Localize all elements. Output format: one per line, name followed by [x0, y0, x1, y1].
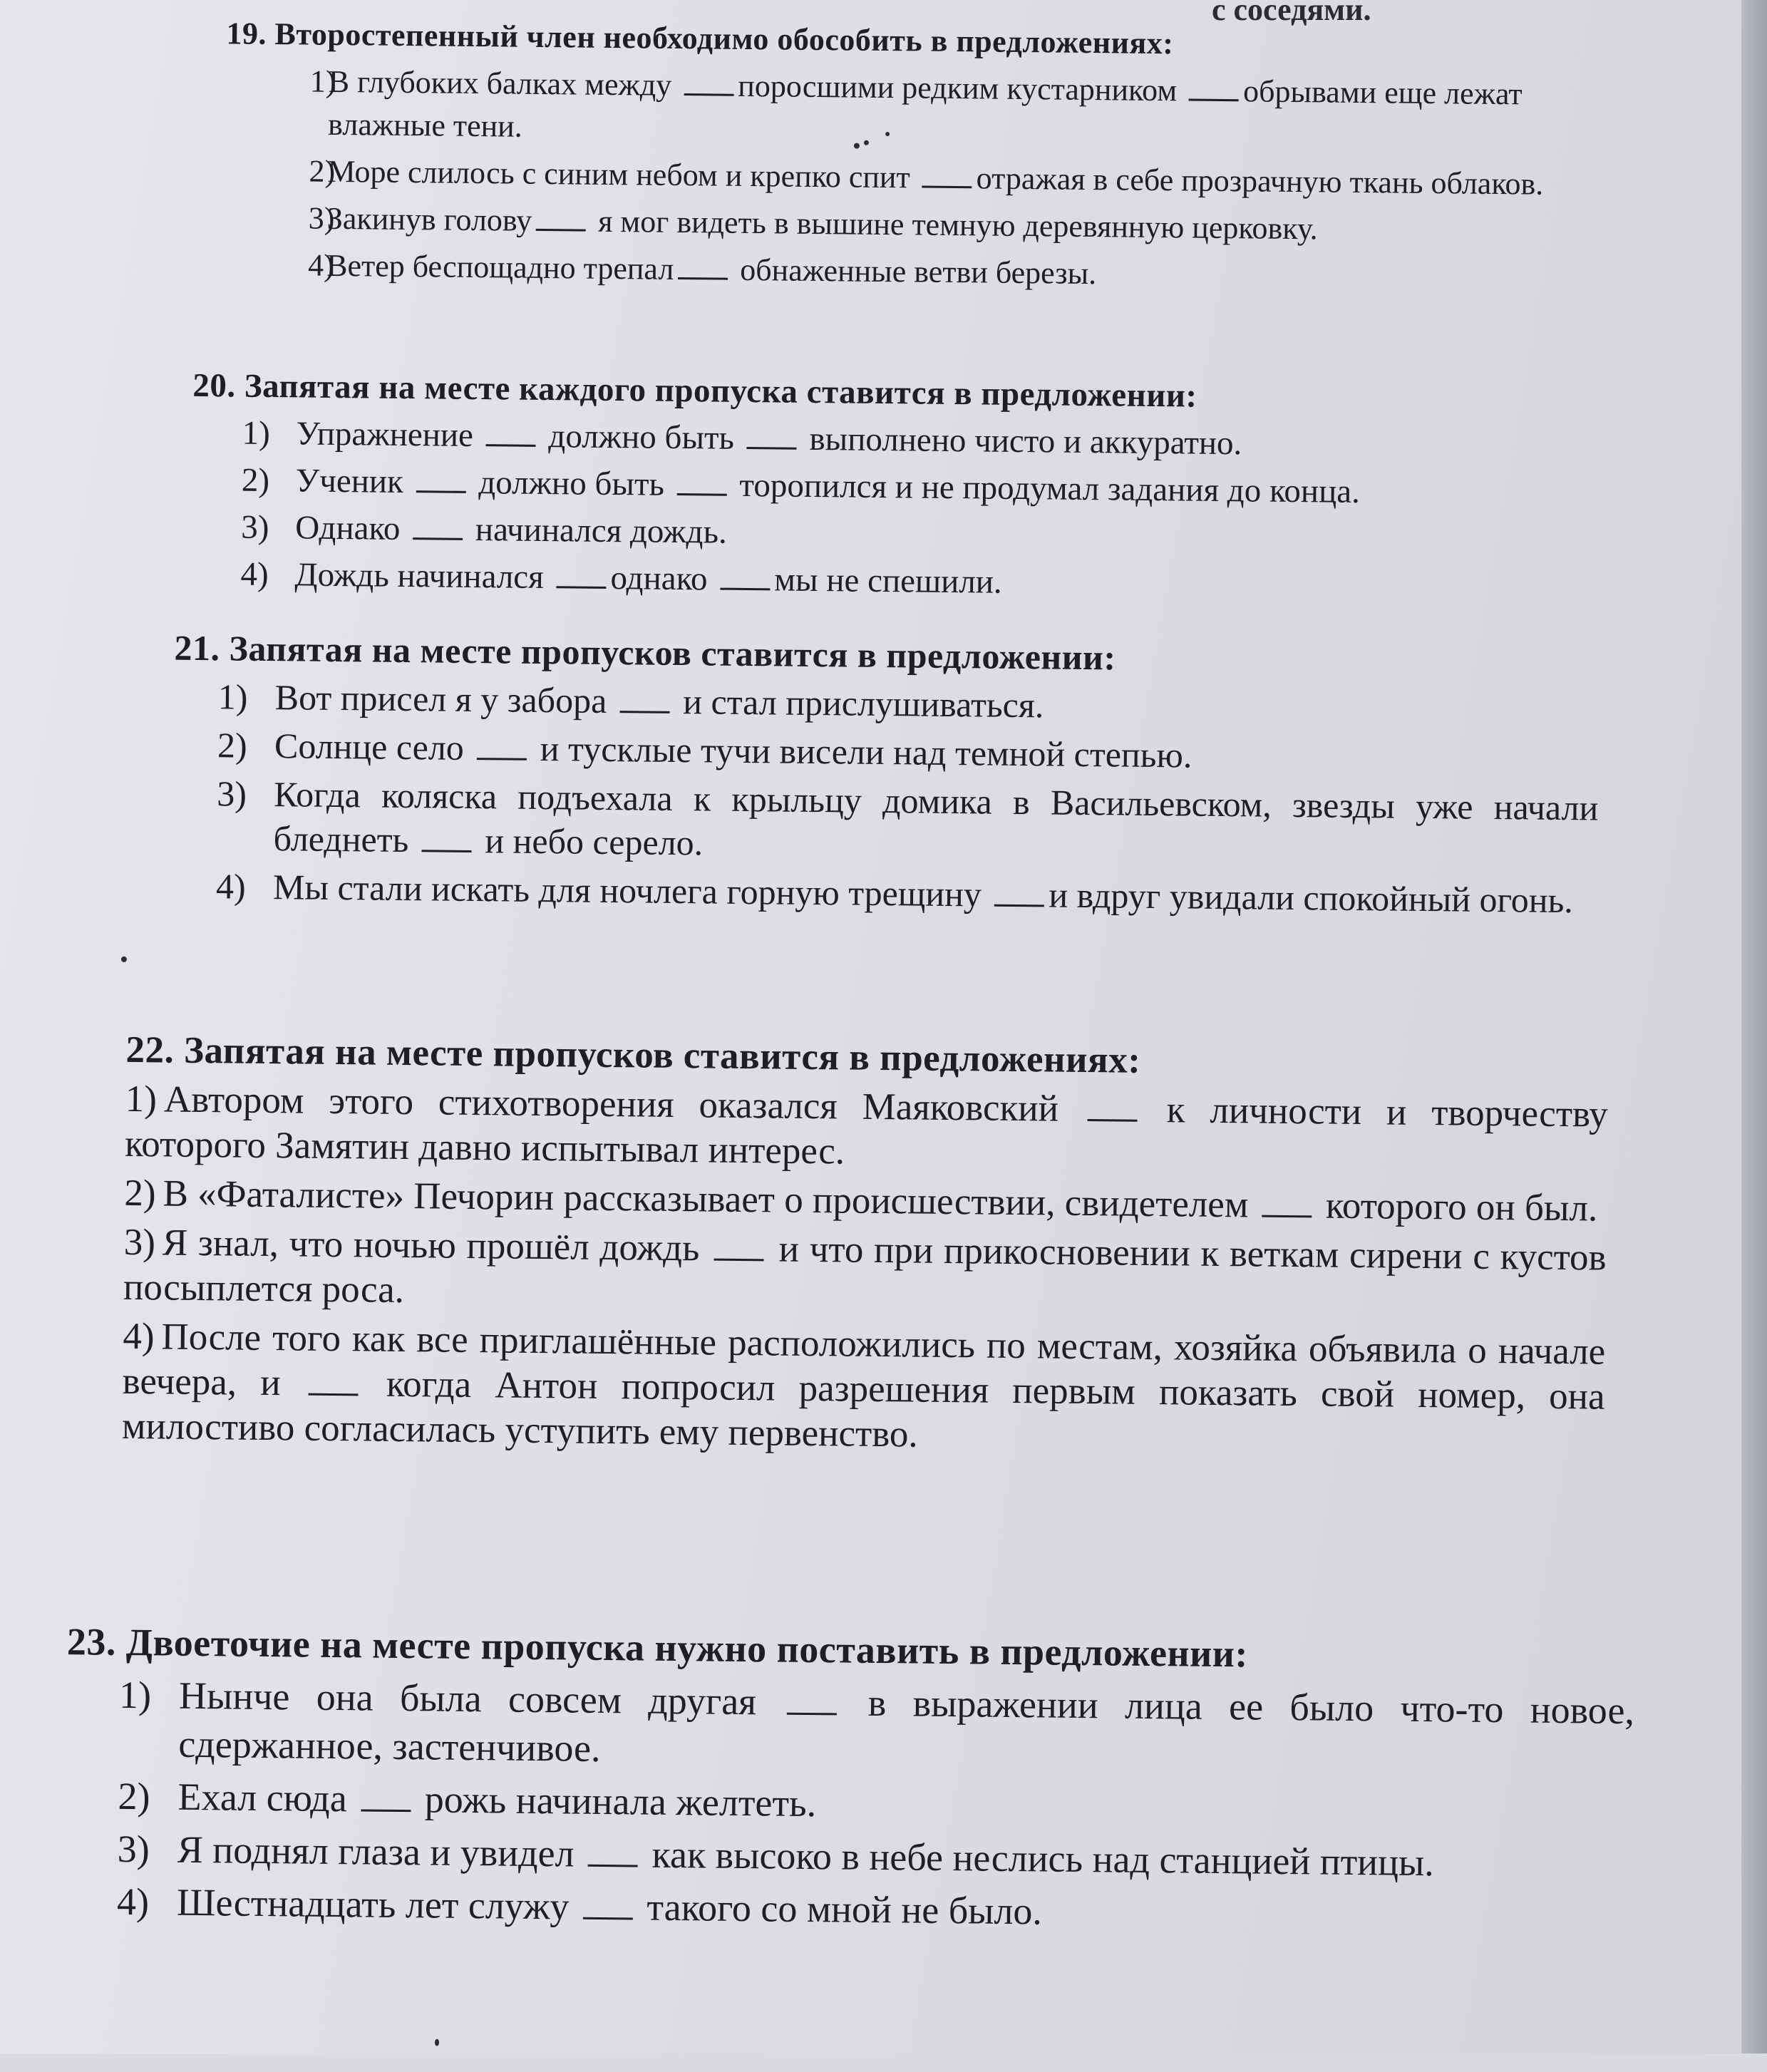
text-part: Ветер беспощадно трепал [326, 247, 674, 287]
text-part: торопился и не продумал задания до конца. [731, 466, 1361, 511]
text-part: мы не спешили. [774, 561, 1002, 601]
option-number: 4) [307, 247, 335, 283]
task-21 [172, 626, 1600, 923]
page-edge-shadow [1741, 0, 1767, 2053]
blank-gap [361, 1778, 411, 1812]
blank-gap [787, 1682, 837, 1716]
option-text [296, 412, 1604, 468]
option-text [163, 1172, 1597, 1229]
text-part: Солнце село [274, 726, 473, 768]
text-part: как высоко в небе неслись над станцией птицы. [642, 1833, 1435, 1885]
blank-gap [583, 1887, 633, 1920]
option-list [216, 674, 1599, 922]
option-number: 1) [217, 676, 248, 717]
text-part: Ученик [295, 462, 412, 501]
blank-gap [416, 464, 465, 493]
option-text [295, 506, 1603, 562]
option-number: 4) [123, 1315, 155, 1358]
option-number: 2) [124, 1172, 156, 1215]
blank-gap [620, 682, 670, 713]
print-speck [121, 957, 127, 962]
option-number: 1) [125, 1078, 158, 1120]
text-part: такого со мной не было. [637, 1885, 1043, 1933]
option-list [122, 1077, 1608, 1465]
text-part: и тусклые тучи висели над темной степью. [531, 728, 1192, 775]
text-part: отражая в себе прозрачную ткань облаков. [976, 160, 1544, 202]
option-list [240, 412, 1604, 610]
option [241, 506, 1603, 563]
text-part: начинался дождь. [466, 510, 728, 551]
option [265, 244, 1622, 301]
text-part: и небо серело. [475, 820, 704, 863]
text-part: обнаженные ветви березы. [732, 252, 1097, 292]
text-part: Когда коляска подъехала к крыльцу домика в Васильевском, звезды уже начали бледнеть [273, 774, 1599, 860]
task-19 [224, 12, 1624, 301]
option-text [296, 459, 1604, 515]
text-part: Закинув голову [326, 200, 532, 238]
cut-off-text-top: с соседями. [1212, 0, 1371, 27]
option [267, 60, 1623, 160]
option-text [274, 723, 1599, 781]
text-part: которого он был. [1316, 1185, 1598, 1230]
blank-gap [309, 1363, 359, 1396]
text-part: Мы стали искать для ночлега горную трещину [272, 867, 991, 914]
option [122, 1314, 1606, 1465]
text-part: поросшими редким кустарником [738, 68, 1185, 108]
option-number: 3) [123, 1221, 156, 1264]
option-text [274, 675, 1599, 733]
option [242, 412, 1604, 469]
option-number: 4) [116, 1880, 150, 1924]
text-part: и стал прислушиваться. [674, 681, 1044, 726]
text-part: Упражнение [296, 415, 482, 455]
text-part: Ехал сюда [177, 1775, 357, 1820]
option [216, 771, 1598, 874]
text-part: я мог видеть в вышине темную деревянную церковку. [589, 203, 1318, 247]
option-number: 2) [118, 1774, 150, 1818]
text-part: Дождь начинался [294, 556, 552, 597]
text-part: должно быть [540, 417, 743, 457]
text-part: В «Фаталисте» Печорин рассказывает о происшествии, свидетелем [163, 1172, 1258, 1226]
blank-gap [486, 418, 536, 447]
text-part: обрывами еще лежат влажные тени. [327, 73, 1523, 144]
blank-gap [747, 420, 797, 449]
text-part: Я поднял глаза и увидел [177, 1828, 584, 1875]
option-number: 3) [117, 1827, 150, 1871]
option-list [117, 1671, 1635, 1942]
text-part: выполнено чисто и аккуратно. [800, 420, 1242, 463]
blank-gap [922, 160, 972, 188]
option-number: 1) [309, 63, 336, 99]
option-text [123, 1222, 1607, 1311]
option-number: 3) [241, 508, 269, 546]
option-list [265, 60, 1623, 301]
print-speck [854, 143, 860, 149]
text-part: Автором этого стихотворения оказался Маяковский [163, 1078, 1084, 1130]
task-title: 22. Запятая на месте пропусков ставится в предложениях: [125, 1029, 1141, 1081]
option-number: 2) [241, 461, 270, 499]
text-part: После того как все приглашённые расположились по местам, хозяйка объявила о начале вечера, и [122, 1316, 1606, 1404]
text-part: рожь начинала желтеть. [414, 1778, 817, 1825]
option-number: 2) [309, 153, 336, 189]
blank-gap [413, 511, 463, 540]
blank-gap [677, 466, 727, 495]
blank-gap [588, 1834, 638, 1867]
blank-gap [994, 876, 1044, 907]
option [266, 150, 1622, 207]
option-number: 3) [308, 200, 335, 236]
text-part: Море слилось с синим небом и крепко спит [327, 153, 918, 195]
option-text [326, 244, 1622, 301]
blank-gap [536, 204, 586, 232]
text-part: Нынче она была совсем другая [178, 1674, 783, 1723]
option-text [326, 197, 1622, 254]
option-number: 2) [217, 725, 248, 766]
blank-gap [714, 1228, 764, 1261]
task-title: 21. Запятая на месте пропусков ставится в предложении: [174, 627, 1116, 678]
option [123, 1220, 1607, 1326]
text-part: и вдруг увидали спокойный огонь. [1049, 875, 1574, 921]
option [266, 197, 1622, 254]
text-part: и что при прикосновении к веткам сирени с кустов посыплется роса. [123, 1228, 1607, 1311]
text-part: однако [610, 560, 716, 598]
option-text [177, 1825, 1633, 1889]
option-text [177, 1878, 1633, 1942]
option-text [328, 61, 1623, 160]
blank-gap [477, 729, 527, 761]
blank-gap [1088, 1089, 1138, 1122]
text-part: Шестнадцать лет служу [176, 1880, 579, 1928]
task-title: 19. Второстепенный член необходимо обособить в предложениях: [226, 16, 1174, 61]
option-text [294, 553, 1602, 609]
blank-gap [422, 821, 472, 852]
option [217, 723, 1599, 781]
option-number: 1) [118, 1673, 152, 1717]
option [216, 864, 1598, 922]
task-20 [190, 364, 1604, 610]
text-part: Вот присел я у забора [274, 677, 617, 721]
option-text [327, 150, 1622, 207]
blank-gap [678, 252, 728, 280]
option-text [177, 1773, 1634, 1836]
option [118, 1671, 1634, 1783]
option-number: 4) [240, 555, 269, 593]
text-part: должно быть [470, 463, 673, 503]
task-22 [122, 1028, 1609, 1465]
text-part: В глубоких балках между [328, 63, 680, 103]
text-part: к личности и творчеству которого Замятин давно испытывал интерес. [124, 1088, 1609, 1172]
option [242, 459, 1604, 516]
task-title: 20. Запятая на месте каждого пропуска ставится в предложении: [192, 366, 1197, 415]
option-text [125, 1078, 1608, 1172]
option-text [178, 1671, 1634, 1783]
text-part: когда Антон попросил разрешения первым показать свой номер, она милостиво согласилась уступить ему первенство. [121, 1363, 1605, 1455]
option-number: 1) [242, 414, 271, 452]
option-text [273, 865, 1598, 922]
print-speck [864, 140, 869, 145]
print-speck [435, 2039, 439, 2046]
text-part: Однако [294, 509, 409, 548]
blank-gap [1189, 73, 1239, 101]
blank-gap [556, 560, 606, 589]
option [240, 553, 1602, 610]
blank-gap [684, 68, 733, 96]
option-text [122, 1316, 1606, 1455]
text-part: в выражении лица ее было что-то новое, сдержанное, застенчивое. [178, 1681, 1635, 1770]
option [125, 1077, 1608, 1182]
task-title: 23. Двоеточие на месте пропуска нужно поставить в предложении: [66, 1620, 1249, 1676]
option-text [273, 772, 1598, 874]
text-part: Я знал, что ночью прошёл дождь [162, 1222, 711, 1269]
print-speck [885, 132, 890, 136]
option-number: 4) [215, 866, 246, 907]
task-23 [64, 1617, 1635, 1942]
option [217, 674, 1599, 733]
blank-gap [720, 561, 770, 590]
option-number: 3) [217, 773, 247, 814]
option [117, 1877, 1633, 1942]
blank-gap [1262, 1185, 1312, 1217]
